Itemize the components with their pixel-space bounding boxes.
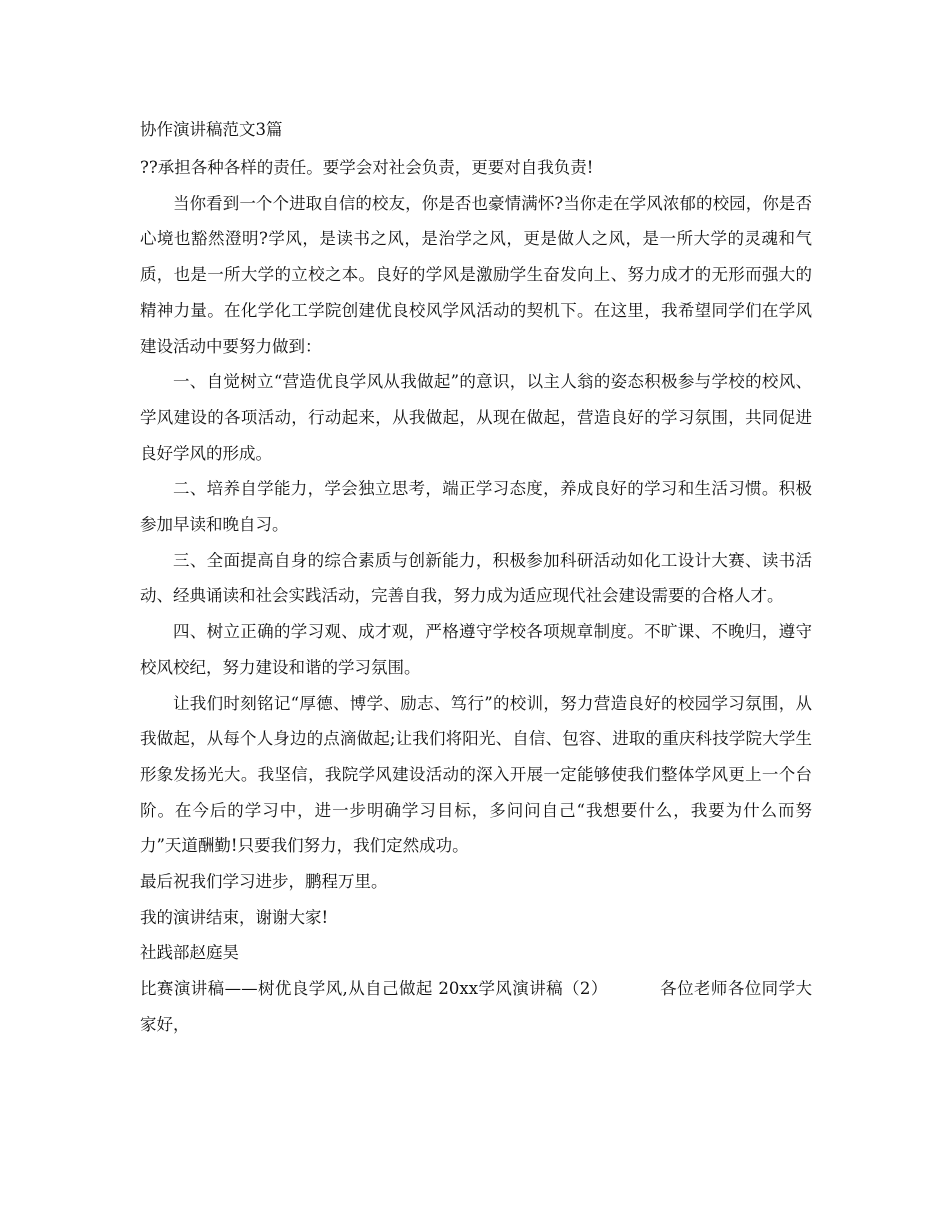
- paragraph-conclusion: 让我们时刻铭记“厚德、博学、励志、笃行”的校训，努力营造良好的校园学习氛围，从我做起，从每个人身边的点滴做起;让我们将阳光、自信、包容、进取的重庆科技学院大学生形象发扬光大。我坚信，我院学风建设活动的深入开展一定能够使我们整体学风更上一个台阶。在今后的学习中，进一步明确学习目标，多问问自己“我想要什么，我要为什么而努力”天道酬勤!只要我们努力，我们定然成功。: [140, 693, 812, 856]
- next-speech-greeting: 各位老师各位同学大家好，: [140, 979, 812, 1034]
- paragraph-thanks: 我的演讲结束，谢谢大家!: [140, 907, 329, 927]
- speaker-signature: 社践部赵庭昊: [140, 943, 239, 963]
- next-speech-heading: 比赛演讲稿——树优良学风,从自己做起 20xx学风演讲稿（2）: [140, 979, 608, 999]
- paragraph-point-1: 一、自觉树立“营造优良学风从我做起”的意识，以主人翁的姿态积极参与学校的校风、学风建设的各项活动，行动起来，从我做起，从现在做起，营造良好的学习氛围，共同促进良好学风的形成。: [140, 372, 812, 463]
- paragraph-intro: 当你看到一个个进取自信的校友，你是否也豪情满怀?当你走在学风浓郁的校园，你是否心境也豁然澄明?学风，是读书之风，是治学之风，更是做人之风，是一所大学的灵魂和气质，也是一所大学的立校之本。良好的学风是激励学生奋发向上、努力成才的无形而强大的精神力量。在化学化工学院创建优良校风学风活动的契机下。在这里，我希望同学们在学风建设活动中要努力做到：: [140, 193, 812, 356]
- paragraph-wishes: 最后祝我们学习进步，鹏程万里。: [140, 872, 388, 892]
- document-title: 协作演讲稿范文3篇: [140, 120, 283, 139]
- paragraph-point-2: 二、培养自学能力，学会独立思考，端正学习态度，养成良好的学习和生活习惯。积极参加早读和晚自习。: [140, 479, 812, 535]
- next-speech-heading-line: [140, 971, 812, 1042]
- paragraph-point-3: 三、全面提高自身的综合素质与创新能力，积极参加科研活动如化工设计大赛、读书活动、经典诵读和社会实践活动，完善自我，努力成为适应现代社会建设需要的合格人才。: [140, 550, 812, 606]
- paragraph-continuation: ??承担各种各样的责任。要学会对社会负责，更要对自我负责!: [140, 158, 594, 177]
- paragraph-point-4: 四、树立正确的学习观、成才观，严格遵守学校各项规章制度。不旷课、不晚归，遵守校风校纪，努力建设和谐的学习氛围。: [140, 622, 812, 677]
- document-body: [140, 150, 812, 1043]
